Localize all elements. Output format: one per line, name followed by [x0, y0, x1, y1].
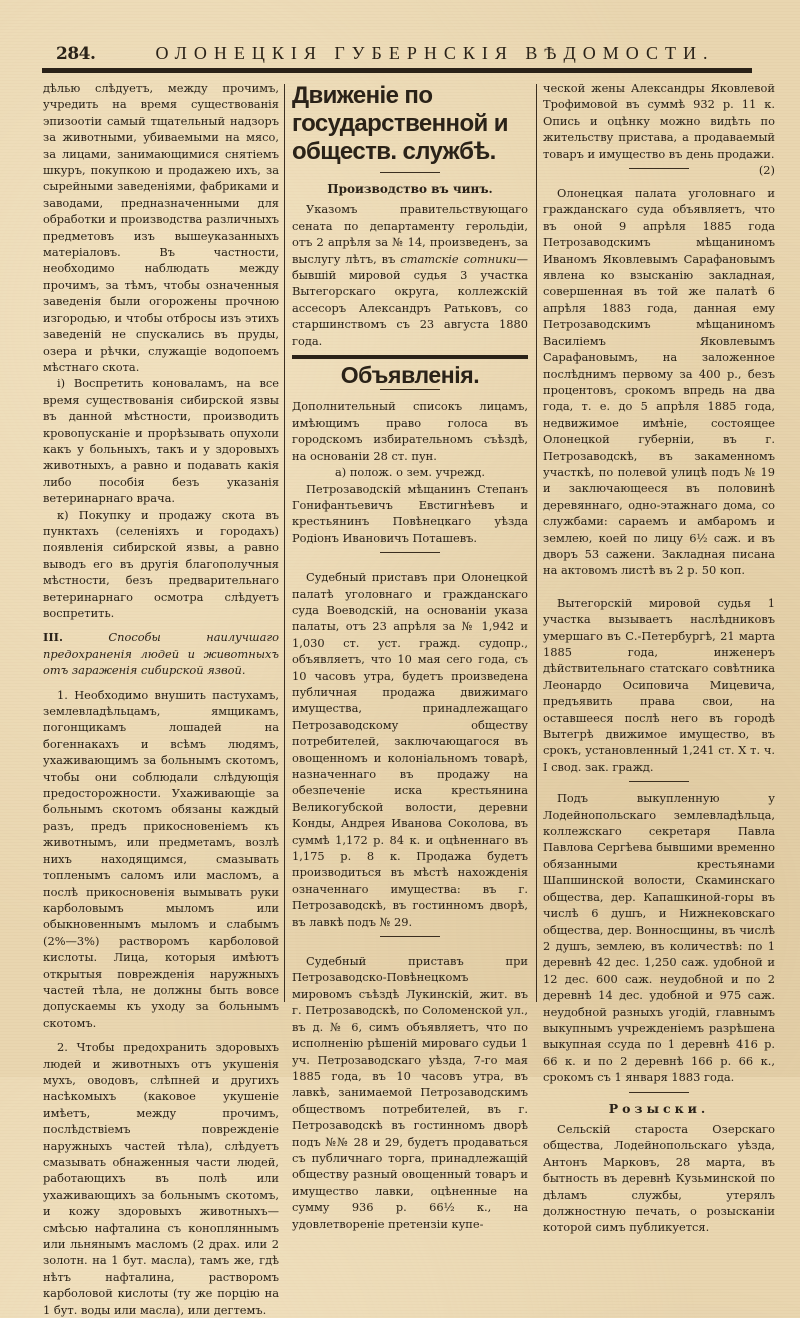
section-heading: Движеніе по государственной и обществ. службѣ.	[292, 82, 508, 165]
notice: Сельскій староста Озерскаго общества, Лодейнопольскаго уѣзда, Антонъ Марковъ, 28 марта, въ бытность въ деревнѣ Кузьминской по дѣламъ службы, утерялъ должностную печать, о розысканіи которой симъ публикуется.	[543, 1121, 775, 1235]
notice-continuation	[543, 80, 775, 178]
promotion-rank: статскіе сотники	[400, 251, 517, 266]
header-rule	[42, 68, 752, 73]
list-subtitle: а) полож. о зем. учрежд.	[334, 465, 486, 480]
page-number: 284.	[56, 44, 96, 64]
notice: Олонецкая палата уголовнаго и гражданскаго суда объявляетъ, что въ оной 9 апрѣля 1885 года Петрозаводскимъ мѣщаниномъ Иваномъ Яковлевымъ Сарафановымъ явлена ко взысканію закладная, совершенная въ той же палатѣ 6 апрѣля 1883 года, данная ему Петрозаводскимъ мѣщаниномъ Василіемъ Яковлевымъ Сарафановымъ, на заложенное послѣднимъ первому за 400 р., безъ процентовъ, срокомъ впредь на два года, т. е. до 5 апрѣля 1885 года, недвижимое имѣніе, состоящее Олонецкой губерніи, въ г. Петрозаводскѣ, въ закаменномъ участкѣ, по полевой улицѣ подъ № 19 и заключающееся въ половинѣ деревяннаго, одно-этажнаго дома, со службами: сараемъ и амбаромъ и землею, коей по лицу 6½ саж. и въ дворъ 53 сажени. Закладная писана на актовомъ листѣ въ 2 р. 50 коп.	[543, 186, 775, 578]
notice-number: (2)	[758, 163, 775, 178]
announcements-heading: Объявленія.	[340, 362, 480, 389]
newspaper-title: ОЛОНЕЦКІЯ ГУБЕРНСКІЯ ВѢДОМОСТИ.	[155, 43, 715, 63]
searches-heading: Розыски.	[608, 1100, 710, 1116]
section-number: III.	[43, 630, 63, 645]
divider	[380, 552, 440, 553]
column-divider	[284, 84, 285, 1002]
notice: Подъ выкупленную у Лодейнопольскаго землевладѣльца, коллежскаго секретаря Павла Павлова Сергѣева бывшими временно обязанными крестьянами Шапшинской волости, Скаминскаго общества, дер. Капашкиной-горы въ числѣ 6 душъ, и Нижнековскаго общества, дер. Вонносщины, въ числѣ 2 душъ, землею, въ количествѣ: по 1 деревнѣ 42 дес. 1,250 саж. удобной и 12 дес. 600 саж. неудобной и по 2 деревнѣ 14 дес. удобной и 975 саж. неудобной разныхъ угодій, главнымъ выкупнымъ учрежденіемъ разрѣшена выкупная ссуда по 1 деревнѣ 416 р. 66 к. и по 2 деревнѣ 166 р. 66 к., срокомъ съ 1 января 1883 года.	[543, 791, 775, 1085]
divider	[380, 389, 440, 390]
promotion-text-rest: —бывшій мировой судья 3 участка Вытегорскаго округа, коллежскій ассесоръ Александръ Ратьковъ, со старшинствомъ съ 23 августа 1880 года.	[292, 251, 528, 348]
column-divider	[536, 84, 537, 1002]
paragraph: дѣлью слѣдуетъ, между прочимъ, учредить на время существованія эпизоотіи самый тщательный надзоръ за животными, убиваемыми на мясо, за лицами, занимающимися снятіемъ шкуръ, покупкою и продажею ихъ, за сырейными заведеніями, фабриками и заводами, предназначенными для обработки и производства различныхъ предметовъ изъ вышеуказанныхъ матеріаловъ. Въ частности, необходимо наблюдать между прочимъ, за тѣмъ, чтобы означенныя заведенія были огорожены прочною изгородью, и чтобы отбросы изъ этихъ заведеній не спускались въ пруды, озера и рѣчки, служащіе водопоемъ мѣстнаго скота.	[43, 81, 279, 374]
right-column	[543, 80, 775, 1236]
paragraph: 1. Необходимо внушить пастухамъ, землевладѣльцамъ, ямщикамъ, погонщикамъ лошадей на богеннакахъ и всѣмъ людямъ, ухаживающимъ за больнымъ скотомъ, чтобы они соблюдали слѣдующія предосторожности. Ухаживающіе за больнымъ скотомъ обязаны каждый разъ, предъ прикосновеніемъ къ животнымъ, или предметамъ, возлѣ нихъ находящимся, смазывать топленымъ саломъ или масломъ, а послѣ прикосновенія вымывать руки карболовымъ мыломъ или обыкновеннымъ мыломъ и слабымъ (2%—3%) растворомъ карболовой кислоты. Лица, которыя имѣютъ открытыя поврежденія наружныхъ частей тѣла, не должны быть вовсе допускаемы къ уходу за больнымъ скотомъ.	[43, 687, 279, 1030]
paragraph: і) Воспретить коноваламъ, на все время существованія сибирской язвы въ данной мѣстности, производить кровопусканіе и прорѣзывать опухоли какъ у больныхъ, такъ и у здоровыхъ животныхъ, а равно и подавать какія либо пособія безъ указанія ветеринарнаго врача.	[43, 376, 279, 506]
divider	[380, 936, 440, 937]
left-column	[43, 80, 279, 1318]
section-title-text: Способы наилучшаго предохраненія людей и животныхъ отъ зараженія сибирской язвой.	[43, 630, 279, 678]
notice: Вытегорскій мировой судья 1 участка вызываетъ наслѣдниковъ умершаго въ С.-Петербургѣ, 21 марта 1885 года, инженеръ дѣйствительнаго статскаго совѣтника Леонардо Осиповича Мицевича, предъявить права свои, на оставшееся послѣ него въ городѣ Вытегрѣ движимое имущество, въ срокъ, установленный 1,241 ст. X т. ч. I свод. зак. гражд.	[543, 595, 775, 774]
promotion-notice	[292, 201, 528, 349]
promotion-text: Указомъ правительствующаго сената по департаменту герольдіи, отъ 2 апрѣля за № 14, произведенъ, за выслугу лѣтъ, въ	[292, 202, 528, 266]
notice: Судебный приставъ при Петрозаводско-Повѣнецкомъ мировомъ съѣздѣ Лукинскій, жит. въ г. Петрозаводскѣ, по Соломенской ул., въ д. № 6, симъ объявляетъ, что по исполненію рѣшеній мироваго судьи 1 уч. Петрозаводскаго уѣзда, 7-го мая 1885 года, въ 10 часовъ утра, въ лавкѣ, занимаемой Петрозаводскимъ обществомъ потребителей, въ г. Петрозаводскѣ въ гостинномъ дворѣ подъ №№ 28 и 29, будетъ продаваться съ публичнаго торга, принадлежащій обществу разный овощенный товаръ и имущество лавки, оцѣненные на сумму 936 р. 66½ к., на удовлетвореніе претензіи купе-	[292, 954, 528, 1231]
divider	[629, 168, 689, 169]
divider	[629, 781, 689, 782]
notice-text: ческой жены Александры Яковлевой Трофимовой въ суммѣ 932 р. 11 к. Опись и оцѣнку можно видѣть по жительству пристава, а продаваемый товаръ и имущество въ день продажи.	[543, 81, 775, 161]
middle-column	[292, 80, 528, 1232]
divider	[380, 172, 440, 173]
section-rule	[292, 355, 528, 359]
paragraph: к) Покупку и продажу скота въ пунктахъ (селеніяхъ и городахъ) появленія сибирской язвы, а равно выводъ его въ другія благополучныя мѣстности, безъ предварительнаго ветеринарнаго осмотра слѣдуетъ воспретить.	[43, 507, 279, 620]
list-body: Петрозаводскій мѣщанинъ Степанъ Гонифантьевичъ Евстигнѣевъ и крестьянинъ Повѣнецкаго уѣзда Родіонъ Ивановичъ Поташевъ.	[292, 481, 528, 545]
paragraph: 2. Чтобы предохранить здоровыхъ людей и животныхъ отъ укушенія мухъ, оводовъ, слѣпней и другихъ насѣкомыхъ (каковое укушеніе имѣетъ, между прочимъ, послѣдствіемъ поврежденіе наружныхъ частей тѣла), слѣдуетъ смазывать обнаженныя части людей, работающихъ въ полѣ или ухаживающихъ за больнымъ скотомъ, и кожу здоровыхъ животныхъ—смѣсью нафталина съ конопляннымъ или льнянымъ масломъ (2 драх. или 2 золотн. на 1 бут. масла), тамъ же, гдѣ нѣтъ нафталина, растворомъ карболовой кислоты (ту же порцію на 1 бут. воды или масла), или дегтемъ.	[43, 1040, 279, 1317]
divider	[629, 1092, 689, 1093]
sub-heading: Производство въ чинъ.	[327, 182, 493, 196]
list-title: Дополнительный списокъ лицамъ, имѣющимъ право голоса въ городскомъ избирательномъ съѣздѣ, на основаніи 28 ст. пун.	[292, 399, 528, 463]
section-title	[43, 629, 279, 678]
page-header	[40, 40, 770, 66]
notice: Судебный приставъ при Олонецкой палатѣ уголовнаго и гражданскаго суда Воеводскій, на основаніи указа палаты, отъ 23 апрѣля за № 1,942 и 1,030 ст. уст. гражд. судопр., объявляетъ, что 10 мая сего года, съ 10 часовъ утра, будетъ произведена публичная продажа движимаго имущества, принадлежащаго Петрозаводскому обществу потребителей, заключающагося въ овощенномъ и колоніальномъ товарѣ, назначеннаго въ продажу на обезпеченіе иска крестьянина Великогубской волости, деревни Конды, Андрея Иванова Соколова, въ суммѣ 1,172 р. 84 к. и оцѣненнаго въ 1,175 р. 8 к. Продажа будетъ производиться въ мѣстѣ нахожденія означеннаго имущества: въ г. Петрозаводскѣ, въ гостинномъ дворѣ, въ лавкѣ подъ № 29.	[292, 570, 528, 929]
